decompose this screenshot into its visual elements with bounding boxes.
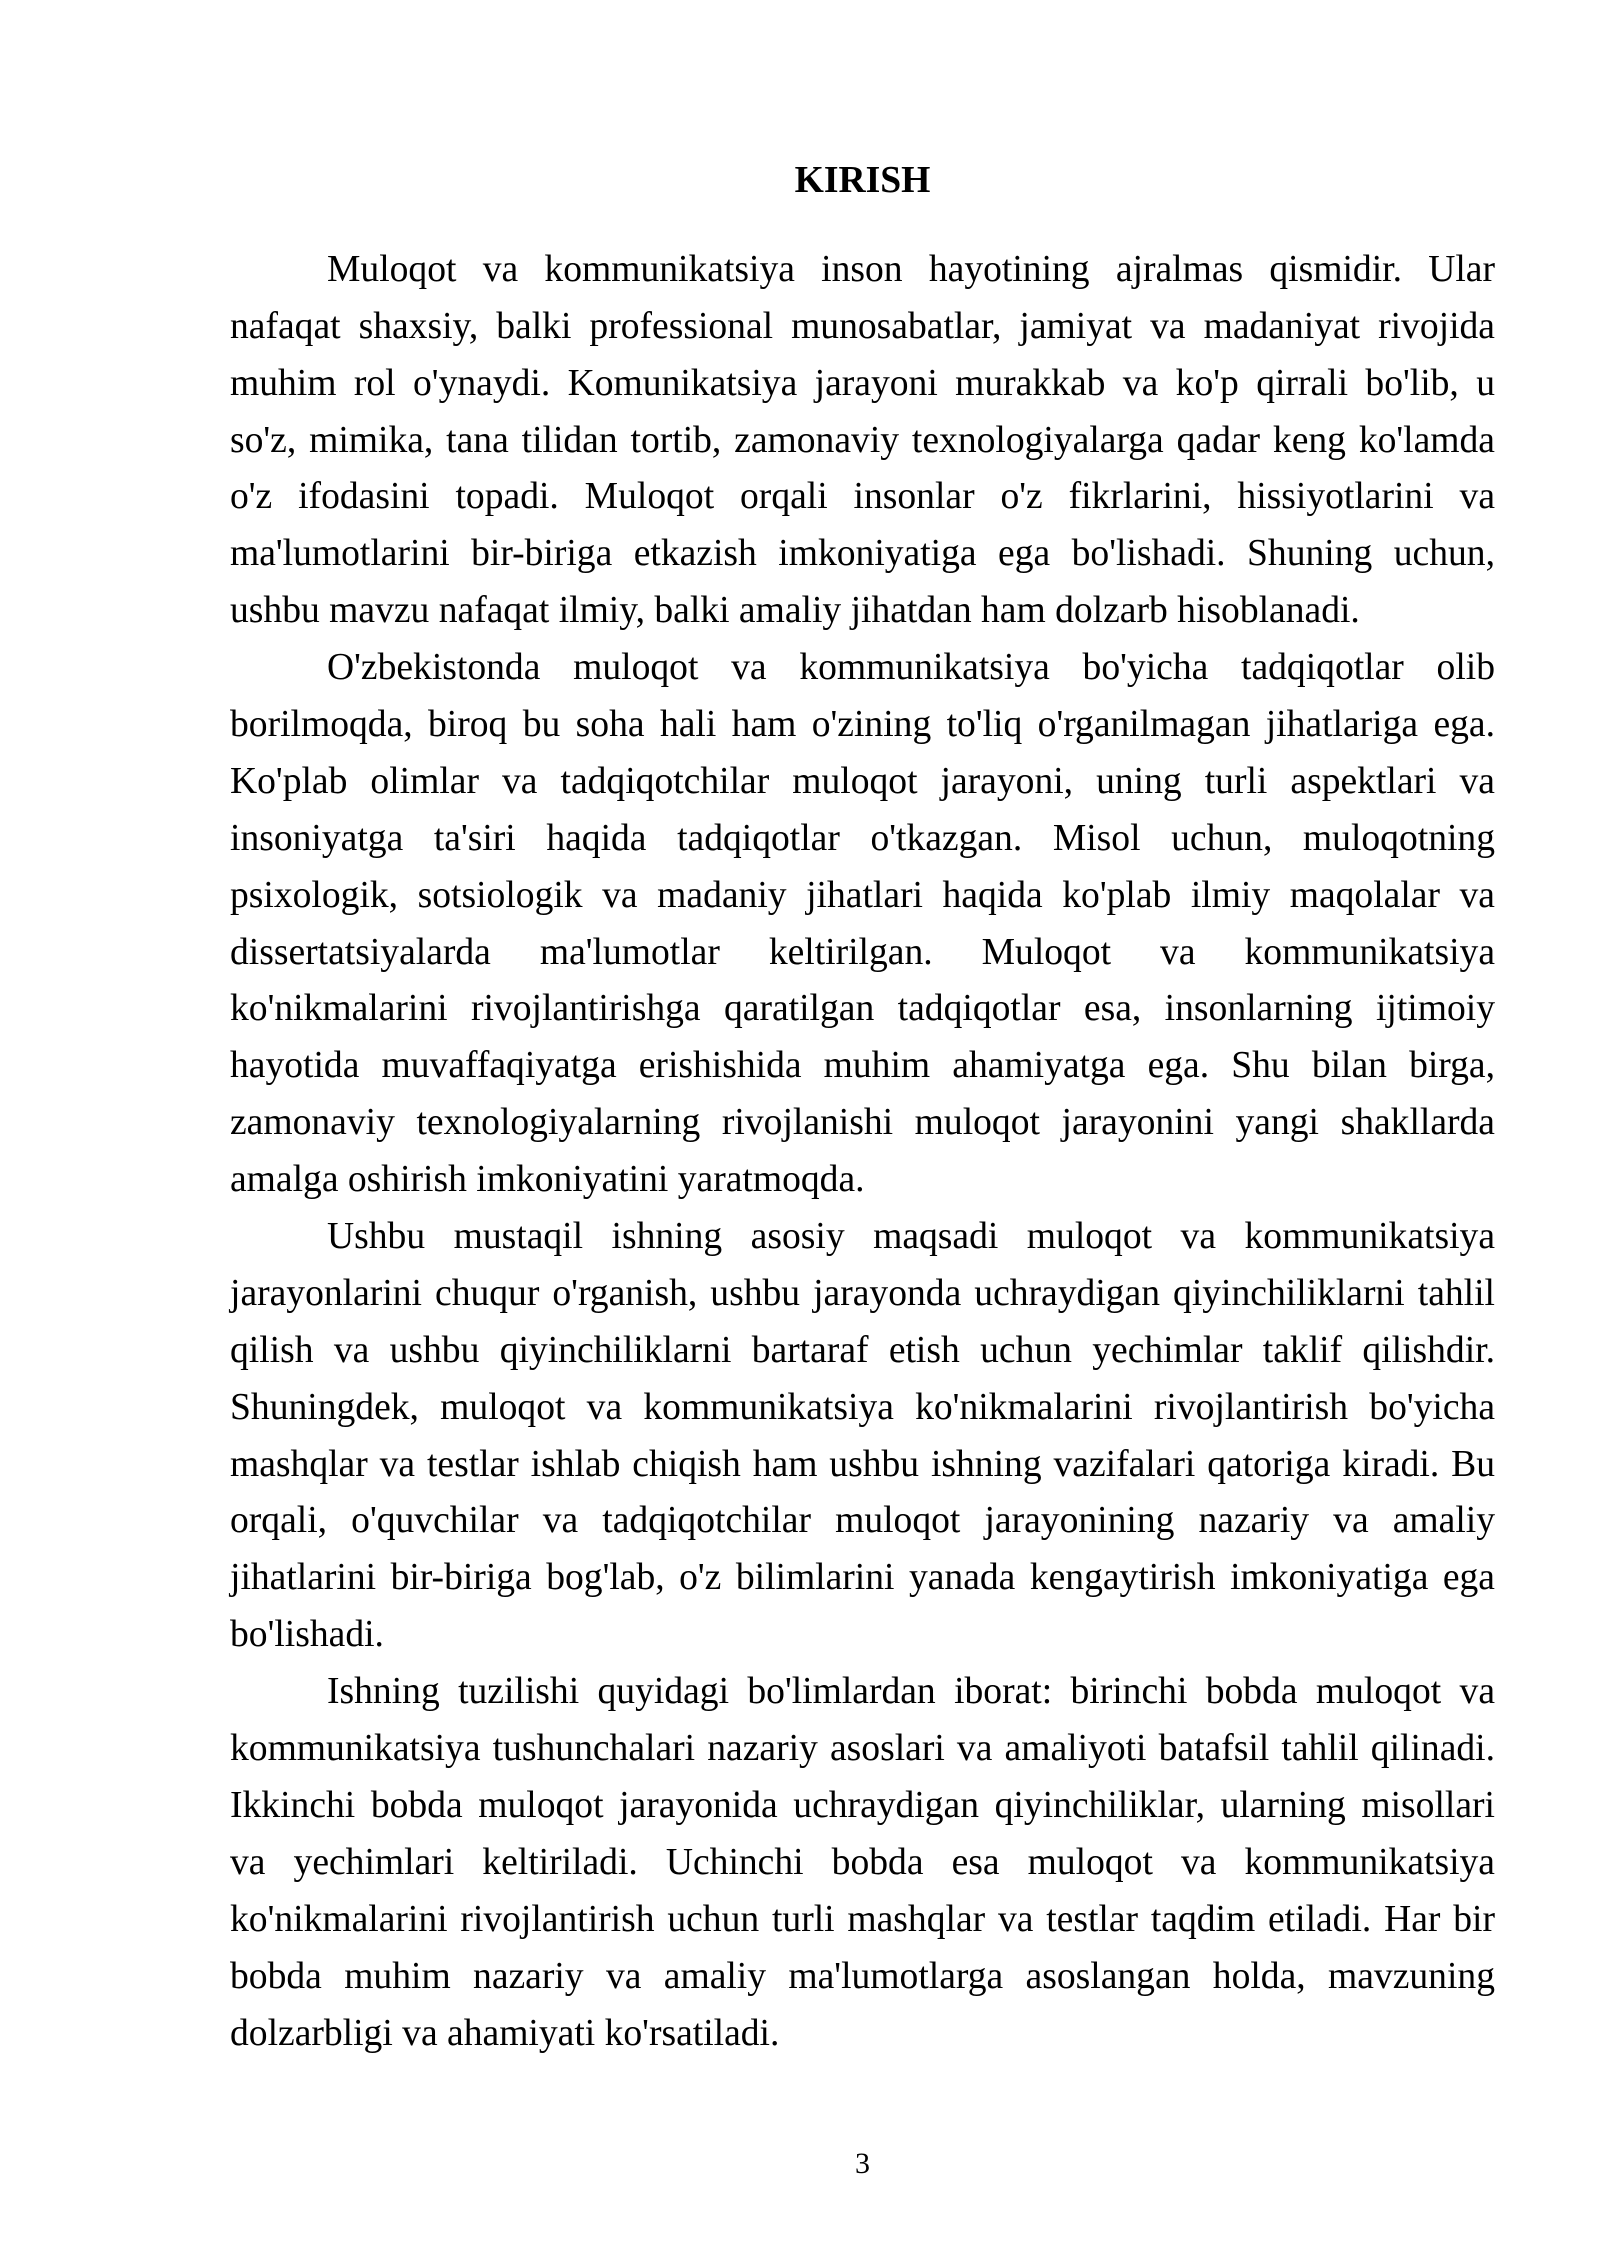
text-line: amalga oshirish imkoniyatini yaratmoqda. [230,1159,865,1201]
text-line: qilish va ushbu qiyinchiliklarni bartaraf etish uchun yechimlar taklif qilishdir. [230,1329,1495,1371]
text-line: borilmoqda, biroq bu soha hali ham o'zining to'liq o'rganilmagan jihatlariga ega. [230,704,1495,746]
text-line: so'z, mimika, tana tilidan tortib, zamonaviy texnologiyalarga qadar keng ko'lamda [230,419,1495,461]
text-line: O'zbekistonda muloqot va kommunikatsiya bo'yicha tadqiqotlar olib [327,647,1495,689]
text-line: ko'nikmalarini rivojlantirish uchun turli mashqlar va testlar taqdim etiladi. Har bir [230,1898,1495,1940]
text-line: dolzarbligi va ahamiyati ko'rsatiladi. [230,2012,780,2054]
text-line: zamonaviy texnologiyalarning rivojlanishi muloqot jarayonini yangi shakllarda [230,1102,1495,1144]
text-line: Ko'plab olimlar va tadqiqotchilar muloqot jarayoni, uning turli aspektlari va [230,760,1495,802]
body-text [230,242,1495,2063]
text-line: ma'lumotlarini bir-biriga etkazish imkoniyatiga ega bo'lishadi. Shuning uchun, [230,533,1495,575]
text-line: Ushbu mustaqil ishning asosiy maqsadi muloqot va kommunikatsiya [327,1216,1495,1258]
text-line: bo'lishadi. [230,1614,384,1656]
text-line: muhim rol o'ynaydi. Komunikatsiya jarayoni murakkab va ko'p qirrali bo'lib, u [230,362,1495,404]
text-line: psixologik, sotsiologik va madaniy jihatlari haqida ko'plab ilmiy maqolalar va [230,874,1495,916]
body-paragraph [230,640,1495,1209]
body-paragraph [230,1664,1495,2062]
text-line: orqali, o'quvchilar va tadqiqotchilar muloqot jarayonining nazariy va amaliy [230,1500,1495,1542]
body-paragraph [230,1209,1495,1664]
text-line: jihatlarini bir-biriga bog'lab, o'z bilimlarini yanada kengaytirish imkoniyatiga ega [230,1557,1495,1599]
text-line: Muloqot va kommunikatsiya inson hayotining ajralmas qismidir. Ular [327,248,1495,290]
text-line: Ikkinchi bobda muloqot jarayonida uchraydigan qiyinchiliklar, ularning misollari [230,1784,1495,1826]
text-line: ko'nikmalarini rivojlantirishga qaratilgan tadqiqotlar esa, insonlarning ijtimoiy [230,988,1495,1030]
text-line: dissertatsiyalarda ma'lumotlar keltirilgan. Muloqot va kommunikatsiya [230,931,1495,973]
text-line: hayotida muvaffaqiyatga erishishida muhim ahamiyatga ega. Shu bilan birga, [230,1045,1495,1087]
page-number: 3 [855,2147,870,2180]
text-line: jarayonlarini chuqur o'rganish, ushbu jarayonda uchraydigan qiyinchiliklarni tahlil [230,1272,1495,1314]
text-line: kommunikatsiya tushunchalari nazariy asoslari va amaliyoti batafsil tahlil qilinadi. [230,1728,1495,1770]
text-line: Shuningdek, muloqot va kommunikatsiya ko'nikmalarini rivojlantirish bo'yicha [230,1386,1495,1428]
text-line: o'z ifodasini topadi. Muloqot orqali insonlar o'z fikrlarini, hissiyotlarini va [230,476,1495,518]
body-paragraph [230,242,1495,640]
text-line: nafaqat shaxsiy, balki professional munosabatlar, jamiyat va madaniyat rivojida [230,305,1495,347]
text-line: Ishning tuzilishi quyidagi bo'limlardan iborat: birinchi bobda muloqot va [327,1671,1495,1713]
text-line: insoniyatga ta'siri haqida tadqiqotlar o'tkazgan. Misol uchun, muloqotning [230,817,1495,859]
text-line: va yechimlari keltiriladi. Uchinchi bobda esa muloqot va kommunikatsiya [230,1841,1495,1883]
text-column [230,153,1495,2062]
section-title: KIRISH [794,160,931,201]
text-line: ushbu mavzu nafaqat ilmiy, balki amaliy jihatdan ham dolzarb hisoblanadi. [230,590,1360,632]
text-line: bobda muhim nazariy va amaliy ma'lumotlarga asoslangan holda, mavzuning [230,1955,1495,1997]
text-line: mashqlar va testlar ishlab chiqish ham ushbu ishning vazifalari qatoriga kiradi. Bu [230,1443,1495,1485]
